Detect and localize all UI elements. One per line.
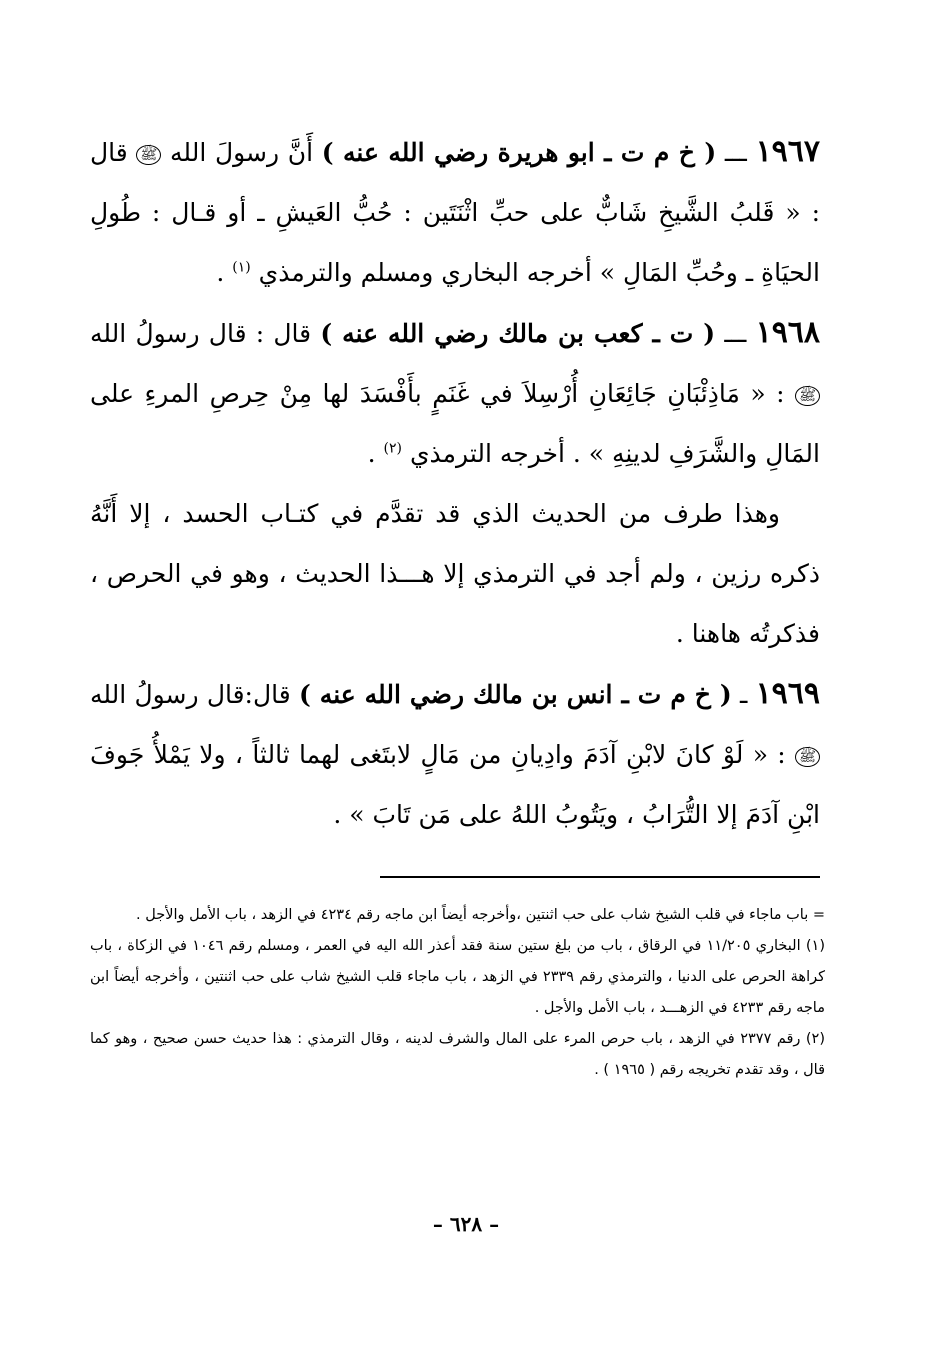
footnote-ref-1[interactable]: (١) <box>232 259 251 276</box>
footnote-1: (١) البخاري ١١/٢٠٥ في الرقاق ، باب من بلغ ستين سنة فقد أعذر الله اليه في العمر ، ومسلم رقم ١٠٤٦ في الزكاة ، باب كراهة الحرص على الدنيا ، والترمذي رقم ٢٣٣٩ في الزهد ، باب ماجاء قلب الشيخ شاب على حب اثنتين ، وأخرجه أيضاً ابن ماجه رقم ٤٢٣٣ في الزهـــد ، باب الأمل والأجل . <box>90 938 825 1016</box>
hadith-lead: قال:قال رسولُ الله <box>90 680 291 709</box>
commentary-paragraph: وهذا طرف من الحديث الذي قد تقدَّم في كتـاب الحسد ، إلا أَنَّهُ ذكره رزين ، ولم أجد في الترمذي إلا هـــذا الحديث ، وهو في الحرص ، فذكرتُه هاهنا . <box>90 499 820 648</box>
footnotes <box>90 900 825 1086</box>
hadith-number: ١٩٦٧ <box>755 134 821 169</box>
hadith-1969: ١٩٦٩ ـ ( خ م ت ـ انس بن مالك رضي الله عنه ) قال:قال رسولُ الله ﷺ : « لَوْ كانَ لابْنِ آدَمَ وادِيانِ من مَالٍ لابتَغى لهما ثالثاً ، ولا يَمْلأُ جَوفَ ابْنِ آدَمَ إلا التُّرَابُ ، ويَتُوبُ اللهُ على مَن تَابَ » . <box>90 676 821 829</box>
main-text <box>90 122 820 845</box>
page-number: – ٦٢٨ – <box>432 1212 500 1236</box>
salla-icon: ﷺ <box>795 747 820 767</box>
hadith-number: ١٩٦٨ <box>755 315 821 350</box>
footnote-ref-2[interactable]: (٢) <box>383 440 402 457</box>
hadith-source: ( ت ـ كعب بن مالك رضي الله عنه ) <box>320 319 716 348</box>
salla-icon: ﷺ <box>795 386 820 406</box>
hadith-lead: أَنَّ رسولَ الله <box>170 138 314 167</box>
hadith-1967: ١٩٦٧ ـــ ( خ م ت ـ ابو هريرة رضي الله عنه ) أَنَّ رسولَ الله ﷺ قال : « قَلبُ الشَّيخِ شَابٌّ على حبِّ اثْنَتَين : حُبُّ العَيشِ ـ أو قـال : طُولِ الحيَاةِ ـ وحُبِّ المَالِ » أخرجه البخاري ومسلم والترمذي $^{(١)}$ . <box>90 134 821 287</box>
hadith-lead: قال : قال رسولُ الله <box>90 319 312 348</box>
footnote-continuation: = باب ماجاء في قلب الشيخ شاب على حب اثنتين ،وأخرجه أيضاً ابن ماجه رقم ٤٢٣٤ في الزهد ، باب الأمل والأجل . <box>136 907 825 923</box>
hadith-1968: ١٩٦٨ ـــ ( ت ـ كعب بن مالك رضي الله عنه ) قال : قال رسولُ الله ﷺ : « مَاذِئْبَانِ جَائِعَانِ أُرْسِلاَ في غَنَمٍ بأَفْسَدَ لها مِنْ حِرصِ المرءِ على المَالِ والشَّرَفِ لدينِهِ » . أخرجه الترمذي $^{(٢)}$ . <box>90 315 821 468</box>
salla-icon: ﷺ <box>136 145 161 165</box>
hadith-source: ( خ م ت ـ انس بن مالك رضي الله عنه ) <box>298 680 732 709</box>
hadith-text: قال : « قَلبُ الشَّيخِ شَابٌّ على حبِّ اثْنَتَين : حُبُّ العَيشِ ـ أو قـال : طُولِ الحيَاةِ ـ وحُبِّ المَالِ » أخرجه البخاري ومسلم والترمذي <box>90 138 820 287</box>
hadith-number: ١٩٦٩ <box>755 676 821 711</box>
footnote-2: (٢) رقم ٢٣٧٧ في الزهد ، باب حرص المرء على المال والشرف لدينه ، وقال الترمذي : هذا حديث حسن صحيح ، وهو كما قال ، وقد تقدم تخريجه رقم ( ١٩٦٥ ) . <box>90 1031 825 1078</box>
hadith-text: : « مَاذِئْبَانِ جَائِعَانِ أُرْسِلاَ في غَنَمٍ بأَفْسَدَ لها مِنْ حِرصِ المرءِ على المَالِ والشَّرَفِ لدينِهِ » . أخرجه الترمذي <box>90 379 820 468</box>
hadith-text: : « لَوْ كانَ لابْنِ آدَمَ وادِيانِ من مَالٍ لابتَغى لهما ثالثاً ، ولا يَمْلأُ جَوفَ ابْنِ آدَمَ إلا التُّرَابُ ، ويَتُوبُ اللهُ على مَن تَابَ » . <box>90 740 820 829</box>
footnote-divider <box>380 876 820 878</box>
hadith-source: ( خ م ت ـ ابو هريرة رضي الله عنه ) <box>321 138 717 167</box>
